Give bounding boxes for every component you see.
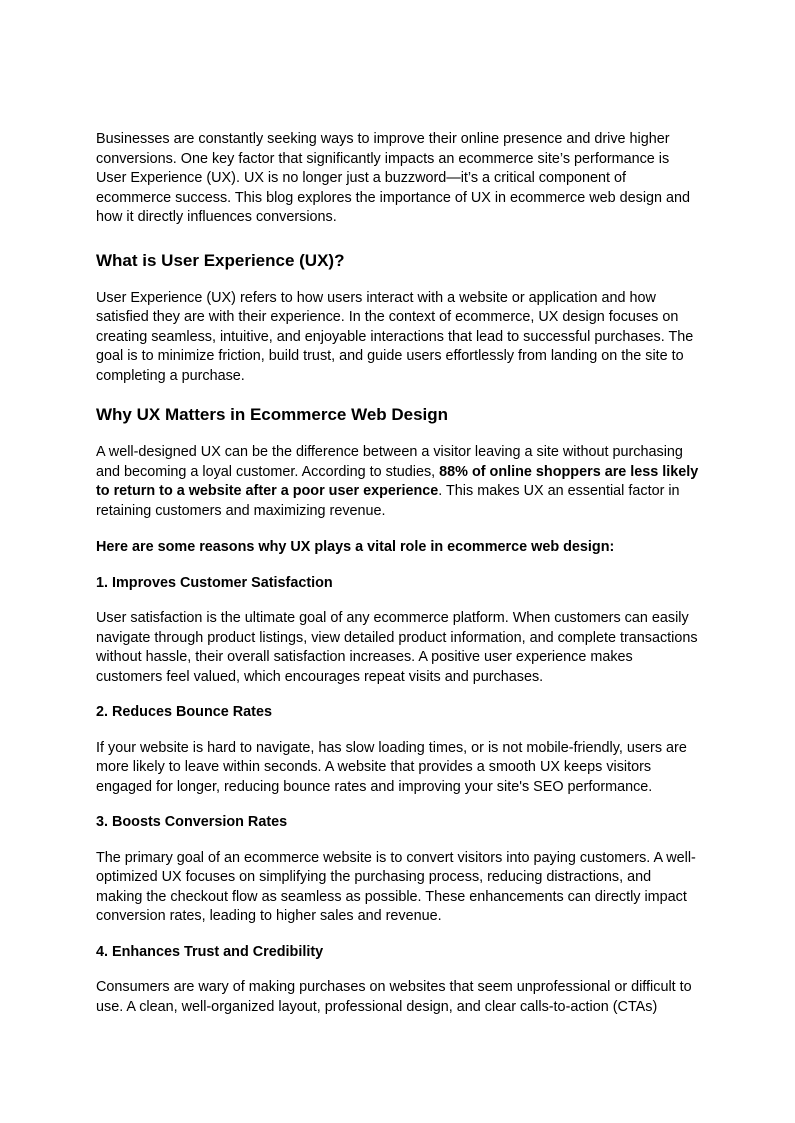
reason-heading-trust-credibility: 4. Enhances Trust and Credibility: [96, 943, 324, 960]
heading-what-is-ux: What is User Experience (UX)?: [96, 250, 345, 270]
reason-heading-bounce-rates: 2. Reduces Bounce Rates: [96, 704, 272, 720]
what-is-ux-paragraph: User Experience (UX) refers to how users interact with a website or application and how satisfied they are with their experience. In the context of ecommerce, UX design focuses on creating seamless, intuitive, and enjoyable interactions that lead to successful purchases. The goal is to minimize friction, build trust, and guide users effortlessly from landing on the site to completing a purchase.: [96, 289, 694, 384]
why-text-before: A well-designed UX can be the difference between a visitor leaving a site without purchasing and becoming a loyal customer. According to studies,: [96, 444, 683, 480]
intro-paragraph: Businesses are constantly seeking ways to improve their online presence and drive higher conversions. One key factor that significantly impacts an ecommerce site’s performance is User Experience (UX). UX is no longer just a buzzword—it’s a critical component of ecommerce success. This blog explores the importance of UX in ecommerce web design and how it directly influences conversions.: [96, 131, 691, 225]
reason-heading-conversion-rates: 3. Boosts Conversion Rates: [96, 814, 288, 830]
reason-body-conversion-rates: The primary goal of an ecommerce website is to convert visitors into paying customers. A well-optimized UX focuses on simplifying the purchasing process, reducing distractions, and making the checkout flow as seamless as possible. These enhancements can directly impact conversion rates, leading to higher sales and revenue.: [96, 849, 696, 924]
document-page: [96, 130, 700, 1033]
why-text-after: . This makes UX an essential factor in retaining customers and maximizing revenue.: [96, 483, 680, 519]
reason-heading-customer-satisfaction: 1. Improves Customer Satisfaction: [96, 574, 333, 591]
statistic-highlight: 88% of online shoppers are less likely to return to a website after a poor user experience: [96, 463, 699, 499]
why-ux-matters-paragraph: [96, 443, 700, 521]
reasons-lead-in: Here are some reasons why UX plays a vital role in ecommerce web design:: [96, 539, 615, 555]
reason-body-trust-credibility: Consumers are wary of making purchases on websites that seem unprofessional or difficult to use. A clean, well-organized layout, professional design, and clear calls-to-action (CTAs): [96, 979, 692, 1015]
reason-body-bounce-rates: If your website is hard to navigate, has slow loading times, or is not mobile-friendly, users are more likely to leave within seconds. A website that provides a smooth UX keeps visitors engaged for longer, reducing bounce rates and improving your site's SEO performance.: [96, 739, 687, 795]
reason-body-customer-satisfaction: User satisfaction is the ultimate goal of any ecommerce platform. When customers can easily navigate through product listings, view detailed product information, and complete transactions without hassle, their overall satisfaction increases. A positive user experience makes customers feel valued, which encourages repeat visits and purchases.: [96, 610, 698, 685]
heading-why-ux-matters: Why UX Matters in Ecommerce Web Design: [96, 405, 449, 424]
